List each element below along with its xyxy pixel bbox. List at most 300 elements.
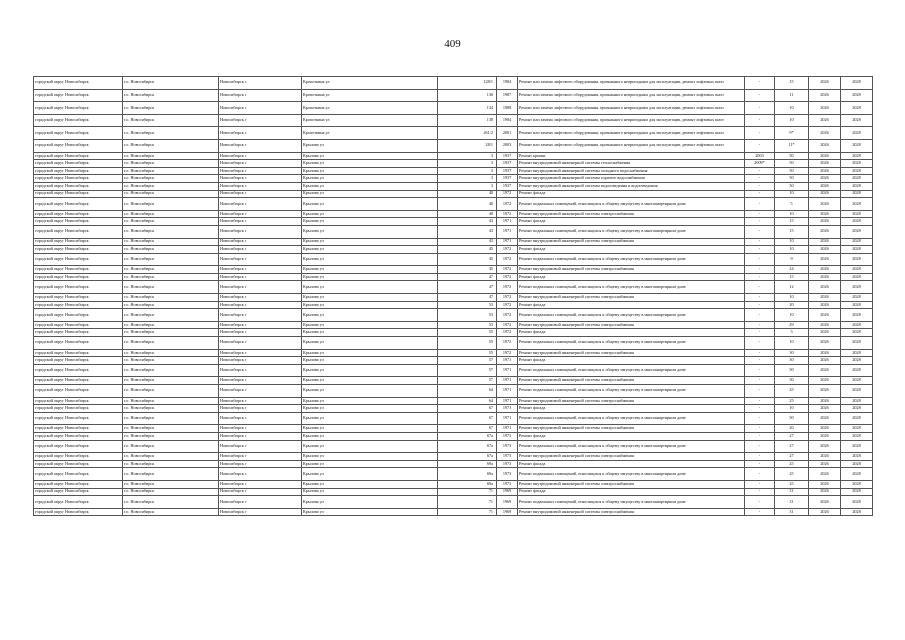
cell-work-type: Ремонт или замена лифтового оборудования, признанного непригодным для эксплуатации, ремонт лифтовых шахт [518,77,745,90]
cell-street: Крылова ул [302,377,438,385]
cell-municipality: городской округ Новосибирск [34,309,123,322]
cell-plan-end: 2028 [841,102,873,115]
cell-wear-percent: 12 [775,281,809,294]
cell-work-type: Ремонт или замена лифтового оборудования, признанного непригодным для эксплуатации, ремонт лифтовых шахт [518,114,745,127]
cell-house-number: 134 [438,102,497,115]
cell-settlement: г.о. Новосибирск [123,114,219,127]
cell-last-repair-year: - [745,210,775,218]
cell-settlement: г.о. Новосибирск [123,508,219,516]
cell-plan-end: 2028 [841,329,873,337]
table-row [34,139,873,152]
cell-municipality: городской округ Новосибирск [34,480,123,488]
cell-settlement: г.о. Новосибирск [123,364,219,377]
cell-last-repair-year: - [745,412,775,425]
cell-last-repair-year: - [745,405,775,413]
cell-last-repair-year: - [745,385,775,398]
cell-municipality: городской округ Новосибирск [34,152,123,160]
cell-last-repair-year: - [745,349,775,357]
cell-house-number: 55 [438,329,497,337]
cell-municipality: городской округ Новосибирск [34,405,123,413]
cell-work-type: Ремонт подвальных помещений, относящихся к общему имуществу в многоквартирном доме [518,440,745,453]
cell-work-type: Ремонт крыши [518,152,745,160]
table-row [34,377,873,385]
cell-wear-percent: 27 [775,440,809,453]
cell-plan-end: 2028 [841,89,873,102]
cell-work-type: Ремонт подвальных помещений, относящихся к общему имуществу в многоквартирном доме [518,412,745,425]
cell-plan-start: 2026 [809,349,841,357]
cell-build-year: 1972 [497,281,518,294]
cell-street: Крылова ул [302,218,438,226]
cell-settlement: г.о. Новосибирск [123,397,219,405]
cell-house-number: 45 [438,253,497,266]
cell-house-number: 43 [438,218,497,226]
cell-street: Крылова ул [302,480,438,488]
cell-street: Крылова ул [302,210,438,218]
capital-repair-table [33,76,873,516]
table-row [34,77,873,90]
cell-settlement: г.о. Новосибирск [123,412,219,425]
cell-work-type: Ремонт внутридомовой инженерной системы электроснабжения [518,294,745,302]
table-row [34,167,873,175]
cell-last-repair-year: - [745,425,775,433]
cell-plan-end: 2028 [841,190,873,198]
table-row [34,309,873,322]
cell-municipality: городской округ Новосибирск [34,377,123,385]
cell-plan-start: 2026 [809,102,841,115]
cell-last-repair-year: - [745,77,775,90]
cell-street: Кропоткина ул [302,127,438,140]
cell-house-number: 55 [438,337,497,350]
cell-last-repair-year: - [745,266,775,274]
table-body [34,77,873,516]
cell-street: Кропоткина ул [302,114,438,127]
cell-street: Крылова ул [302,198,438,211]
cell-build-year: 2003 [497,139,518,152]
cell-last-repair-year: - [745,281,775,294]
cell-build-year: 1988 [497,102,518,115]
cell-wear-percent: 20 [775,301,809,309]
cell-plan-end: 2028 [841,488,873,496]
cell-house-number: 67 [438,405,497,413]
cell-city: Новосибирск г [219,480,302,488]
cell-house-number: 47 [438,294,497,302]
cell-plan-end: 2028 [841,412,873,425]
cell-house-number: 40 [438,210,497,218]
cell-build-year: 1971 [497,238,518,246]
cell-last-repair-year: - [745,357,775,365]
cell-street: Крылова ул [302,246,438,254]
cell-city: Новосибирск г [219,89,302,102]
cell-street: Крылова ул [302,425,438,433]
cell-plan-start: 2026 [809,246,841,254]
cell-plan-end: 2028 [841,385,873,398]
cell-last-repair-year: - [745,432,775,440]
cell-street: Крылова ул [302,301,438,309]
cell-city: Новосибирск г [219,152,302,160]
cell-last-repair-year: - [745,364,775,377]
cell-plan-end: 2028 [841,238,873,246]
cell-last-repair-year: - [745,468,775,481]
cell-settlement: г.о. Новосибирск [123,377,219,385]
cell-wear-percent: 9* [775,127,809,140]
table-row [34,102,873,115]
cell-plan-end: 2028 [841,349,873,357]
cell-work-type: Ремонт внутридомовой инженерной системы электроснабжения [518,321,745,329]
cell-plan-start: 2026 [809,114,841,127]
cell-settlement: г.о. Новосибирск [123,139,219,152]
cell-last-repair-year: - [745,167,775,175]
cell-municipality: городской округ Новосибирск [34,139,123,152]
cell-municipality: городской округ Новосибирск [34,160,123,168]
cell-municipality: городской округ Новосибирск [34,238,123,246]
cell-work-type: Ремонт фасада [518,329,745,337]
cell-settlement: г.о. Новосибирск [123,488,219,496]
cell-plan-end: 2028 [841,253,873,266]
cell-last-repair-year: - [745,246,775,254]
cell-municipality: городской округ Новосибирск [34,321,123,329]
cell-wear-percent: 20 [775,425,809,433]
cell-wear-percent: 10 [775,114,809,127]
cell-plan-end: 2028 [841,496,873,509]
table-row [34,480,873,488]
cell-work-type: Ремонт фасада [518,405,745,413]
cell-city: Новосибирск г [219,210,302,218]
cell-work-type: Ремонт внутридомовой инженерной системы электроснабжения [518,508,745,516]
cell-municipality: городской округ Новосибирск [34,198,123,211]
cell-work-type: Ремонт фасада [518,488,745,496]
cell-settlement: г.о. Новосибирск [123,198,219,211]
cell-plan-start: 2026 [809,321,841,329]
cell-plan-start: 2026 [809,175,841,183]
cell-wear-percent: 10 [775,102,809,115]
cell-plan-start: 2026 [809,301,841,309]
cell-street: Крылова ул [302,349,438,357]
cell-last-repair-year: - [745,238,775,246]
cell-build-year: 1973 [497,453,518,461]
table-row [34,253,873,266]
cell-work-type: Ремонт подвальных помещений, относящихся к общему имуществу в многоквартирном доме [518,253,745,266]
cell-settlement: г.о. Новосибирск [123,266,219,274]
cell-last-repair-year: - [745,460,775,468]
cell-build-year: 1984 [497,114,518,127]
cell-build-year: 1937 [497,160,518,168]
cell-house-number: 47 [438,273,497,281]
cell-house-number: 45 [438,246,497,254]
table-row [34,468,873,481]
table-row [34,182,873,190]
cell-street: Крылова ул [302,253,438,266]
cell-plan-start: 2026 [809,273,841,281]
table-row [34,127,873,140]
cell-city: Новосибирск г [219,182,302,190]
cell-city: Новосибирск г [219,321,302,329]
cell-city: Новосибирск г [219,160,302,168]
cell-plan-start: 2026 [809,397,841,405]
cell-street: Крылова ул [302,453,438,461]
cell-municipality: городской округ Новосибирск [34,412,123,425]
cell-plan-end: 2028 [841,508,873,516]
cell-municipality: городской округ Новосибирск [34,460,123,468]
cell-plan-end: 2028 [841,377,873,385]
cell-settlement: г.о. Новосибирск [123,238,219,246]
cell-settlement: г.о. Новосибирск [123,77,219,90]
cell-plan-end: 2028 [841,139,873,152]
cell-plan-end: 2028 [841,210,873,218]
cell-build-year: 1971 [497,225,518,238]
cell-last-repair-year: - [745,182,775,190]
cell-build-year: 1972 [497,301,518,309]
table-row [34,357,873,365]
cell-build-year: 1984 [497,77,518,90]
cell-street: Кропоткина ул [302,77,438,90]
cell-last-repair-year: - [745,198,775,211]
cell-plan-start: 2026 [809,468,841,481]
cell-settlement: г.о. Новосибирск [123,127,219,140]
cell-work-type: Ремонт фасада [518,460,745,468]
cell-municipality: городской округ Новосибирск [34,127,123,140]
cell-plan-start: 2026 [809,210,841,218]
cell-build-year: 1972 [497,253,518,266]
cell-city: Новосибирск г [219,425,302,433]
cell-wear-percent: 11* [775,139,809,152]
cell-municipality: городской округ Новосибирск [34,425,123,433]
cell-street: Крылова ул [302,337,438,350]
cell-municipality: городской округ Новосибирск [34,357,123,365]
cell-settlement: г.о. Новосибирск [123,102,219,115]
cell-last-repair-year: - [745,127,775,140]
cell-build-year: 1973 [497,432,518,440]
cell-plan-end: 2028 [841,364,873,377]
cell-build-year: 1937 [497,182,518,190]
cell-house-number: 69а [438,460,497,468]
cell-city: Новосибирск г [219,405,302,413]
cell-city: Новосибирск г [219,225,302,238]
cell-plan-start: 2026 [809,453,841,461]
cell-plan-start: 2026 [809,139,841,152]
cell-street: Крылова ул [302,182,438,190]
cell-wear-percent: 10 [775,190,809,198]
cell-last-repair-year: - [745,273,775,281]
cell-house-number: 40 [438,190,497,198]
cell-street: Крылова ул [302,225,438,238]
cell-plan-end: 2028 [841,152,873,160]
cell-plan-start: 2026 [809,218,841,226]
table-row [34,301,873,309]
cell-wear-percent: 10 [775,294,809,302]
cell-last-repair-year: - [745,218,775,226]
cell-last-repair-year: - [745,329,775,337]
cell-city: Новосибирск г [219,281,302,294]
cell-house-number: 28/1 [438,139,497,152]
cell-wear-percent: 29 [775,321,809,329]
cell-work-type: Ремонт фасада [518,246,745,254]
cell-city: Новосибирск г [219,175,302,183]
cell-street: Крылова ул [302,175,438,183]
cell-wear-percent: 10 [775,246,809,254]
cell-house-number: 130 [438,89,497,102]
cell-plan-start: 2026 [809,281,841,294]
cell-work-type: Ремонт внутридомовой инженерной системы теплоснабжения [518,160,745,168]
cell-plan-start: 2026 [809,309,841,322]
cell-last-repair-year: - [745,480,775,488]
cell-city: Новосибирск г [219,440,302,453]
cell-house-number: 3 [438,160,497,168]
cell-plan-start: 2026 [809,364,841,377]
cell-settlement: г.о. Новосибирск [123,357,219,365]
cell-plan-start: 2026 [809,508,841,516]
cell-city: Новосибирск г [219,266,302,274]
cell-wear-percent: 30 [775,412,809,425]
cell-build-year: 1969 [497,508,518,516]
cell-last-repair-year: 2009* [745,160,775,168]
cell-city: Новосибирск г [219,460,302,468]
cell-plan-end: 2028 [841,301,873,309]
cell-work-type: Ремонт внутридомовой инженерной системы водоотведения и водоотведения [518,182,745,190]
cell-work-type: Ремонт внутридомовой инженерной системы электроснабжения [518,238,745,246]
cell-settlement: г.о. Новосибирск [123,182,219,190]
cell-house-number: 67а [438,432,497,440]
cell-work-type: Ремонт внутридомовой инженерной системы горячего водоснабжения [518,175,745,183]
cell-build-year: 1971 [497,357,518,365]
cell-street: Крылова ул [302,405,438,413]
cell-plan-end: 2028 [841,294,873,302]
table-row [34,432,873,440]
table-row [34,218,873,226]
cell-build-year: 1971 [497,364,518,377]
cell-street: Крылова ул [302,294,438,302]
cell-last-repair-year: 2003 [745,152,775,160]
table-row [34,198,873,211]
cell-wear-percent: 31 [775,488,809,496]
cell-street: Крылова ул [302,160,438,168]
cell-settlement: г.о. Новосибирск [123,453,219,461]
cell-wear-percent: 50 [775,182,809,190]
cell-house-number: 43 [438,238,497,246]
cell-plan-start: 2026 [809,266,841,274]
cell-plan-start: 2026 [809,89,841,102]
table-row [34,412,873,425]
cell-work-type: Ремонт внутридомовой инженерной системы электроснабжения [518,425,745,433]
cell-build-year: 1972 [497,273,518,281]
cell-plan-start: 2026 [809,77,841,90]
cell-settlement: г.о. Новосибирск [123,321,219,329]
cell-house-number: 71 [438,496,497,509]
cell-wear-percent: 50 [775,167,809,175]
cell-street: Крылова ул [302,468,438,481]
cell-settlement: г.о. Новосибирск [123,301,219,309]
cell-wear-percent: 27 [775,432,809,440]
cell-house-number: 69а [438,468,497,481]
table-row [34,175,873,183]
cell-build-year: 1971 [497,397,518,405]
cell-city: Новосибирск г [219,198,302,211]
cell-municipality: городской округ Новосибирск [34,167,123,175]
table-row [34,160,873,168]
cell-city: Новосибирск г [219,77,302,90]
cell-municipality: городской округ Новосибирск [34,175,123,183]
cell-last-repair-year: - [745,309,775,322]
table-row [34,273,873,281]
cell-plan-end: 2028 [841,218,873,226]
cell-work-type: Ремонт подвальных помещений, относящихся к общему имуществу в многоквартирном доме [518,309,745,322]
cell-plan-end: 2028 [841,246,873,254]
table-row [34,246,873,254]
cell-work-type: Ремонт подвальных помещений, относящихся к общему имуществу в многоквартирном доме [518,225,745,238]
cell-city: Новосибирск г [219,329,302,337]
cell-city: Новосибирск г [219,139,302,152]
cell-municipality: городской округ Новосибирск [34,496,123,509]
table-row [34,453,873,461]
cell-plan-end: 2028 [841,357,873,365]
cell-city: Новосибирск г [219,309,302,322]
cell-settlement: г.о. Новосибирск [123,225,219,238]
table-row [34,114,873,127]
cell-plan-end: 2028 [841,468,873,481]
cell-last-repair-year: - [745,377,775,385]
cell-city: Новосибирск г [219,349,302,357]
cell-build-year: 1971 [497,218,518,226]
cell-street: Крылова ул [302,321,438,329]
cell-settlement: г.о. Новосибирск [123,468,219,481]
cell-build-year: 1971 [497,412,518,425]
cell-plan-end: 2028 [841,453,873,461]
cell-settlement: г.о. Новосибирск [123,349,219,357]
cell-house-number: 69а [438,480,497,488]
cell-build-year: 1971 [497,405,518,413]
cell-city: Новосибирск г [219,364,302,377]
table-row [34,488,873,496]
cell-settlement: г.о. Новосибирск [123,385,219,398]
cell-last-repair-year: - [745,253,775,266]
cell-last-repair-year: - [745,508,775,516]
cell-house-number: 57 [438,357,497,365]
cell-work-type: Ремонт внутридомовой инженерной системы электроснабжения [518,377,745,385]
cell-settlement: г.о. Новосибирск [123,253,219,266]
cell-last-repair-year: - [745,294,775,302]
cell-house-number: 71 [438,508,497,516]
cell-house-number: 57 [438,377,497,385]
cell-work-type: Ремонт подвальных помещений, относящихся к общему имуществу в многоквартирном доме [518,364,745,377]
cell-work-type: Ремонт или замена лифтового оборудования, признанного непригодным для эксплуатации, ремонт лифтовых шахт [518,127,745,140]
cell-city: Новосибирск г [219,167,302,175]
cell-build-year: 1987 [497,89,518,102]
cell-house-number: 47 [438,281,497,294]
cell-municipality: городской округ Новосибирск [34,301,123,309]
table-row [34,266,873,274]
table-row [34,321,873,329]
cell-house-number: 138 [438,114,497,127]
cell-plan-end: 2028 [841,425,873,433]
cell-wear-percent: 10 [775,210,809,218]
cell-work-type: Ремонт подвальных помещений, относящихся к общему имуществу в многоквартирном доме [518,496,745,509]
cell-street: Крылова ул [302,508,438,516]
cell-build-year: 1937 [497,167,518,175]
cell-wear-percent: 5 [775,198,809,211]
cell-street: Крылова ул [302,266,438,274]
cell-municipality: городской округ Новосибирск [34,432,123,440]
cell-work-type: Ремонт или замена лифтового оборудования, признанного непригодным для эксплуатации, ремонт лифтовых шахт [518,102,745,115]
cell-street: Крылова ул [302,139,438,152]
cell-plan-start: 2026 [809,405,841,413]
cell-build-year: 1972 [497,246,518,254]
cell-build-year: 1973 [497,468,518,481]
cell-settlement: г.о. Новосибирск [123,273,219,281]
cell-wear-percent: 10 [775,309,809,322]
cell-plan-start: 2026 [809,238,841,246]
cell-street: Крылова ул [302,281,438,294]
cell-last-repair-year: - [745,453,775,461]
cell-wear-percent: 30 [775,377,809,385]
